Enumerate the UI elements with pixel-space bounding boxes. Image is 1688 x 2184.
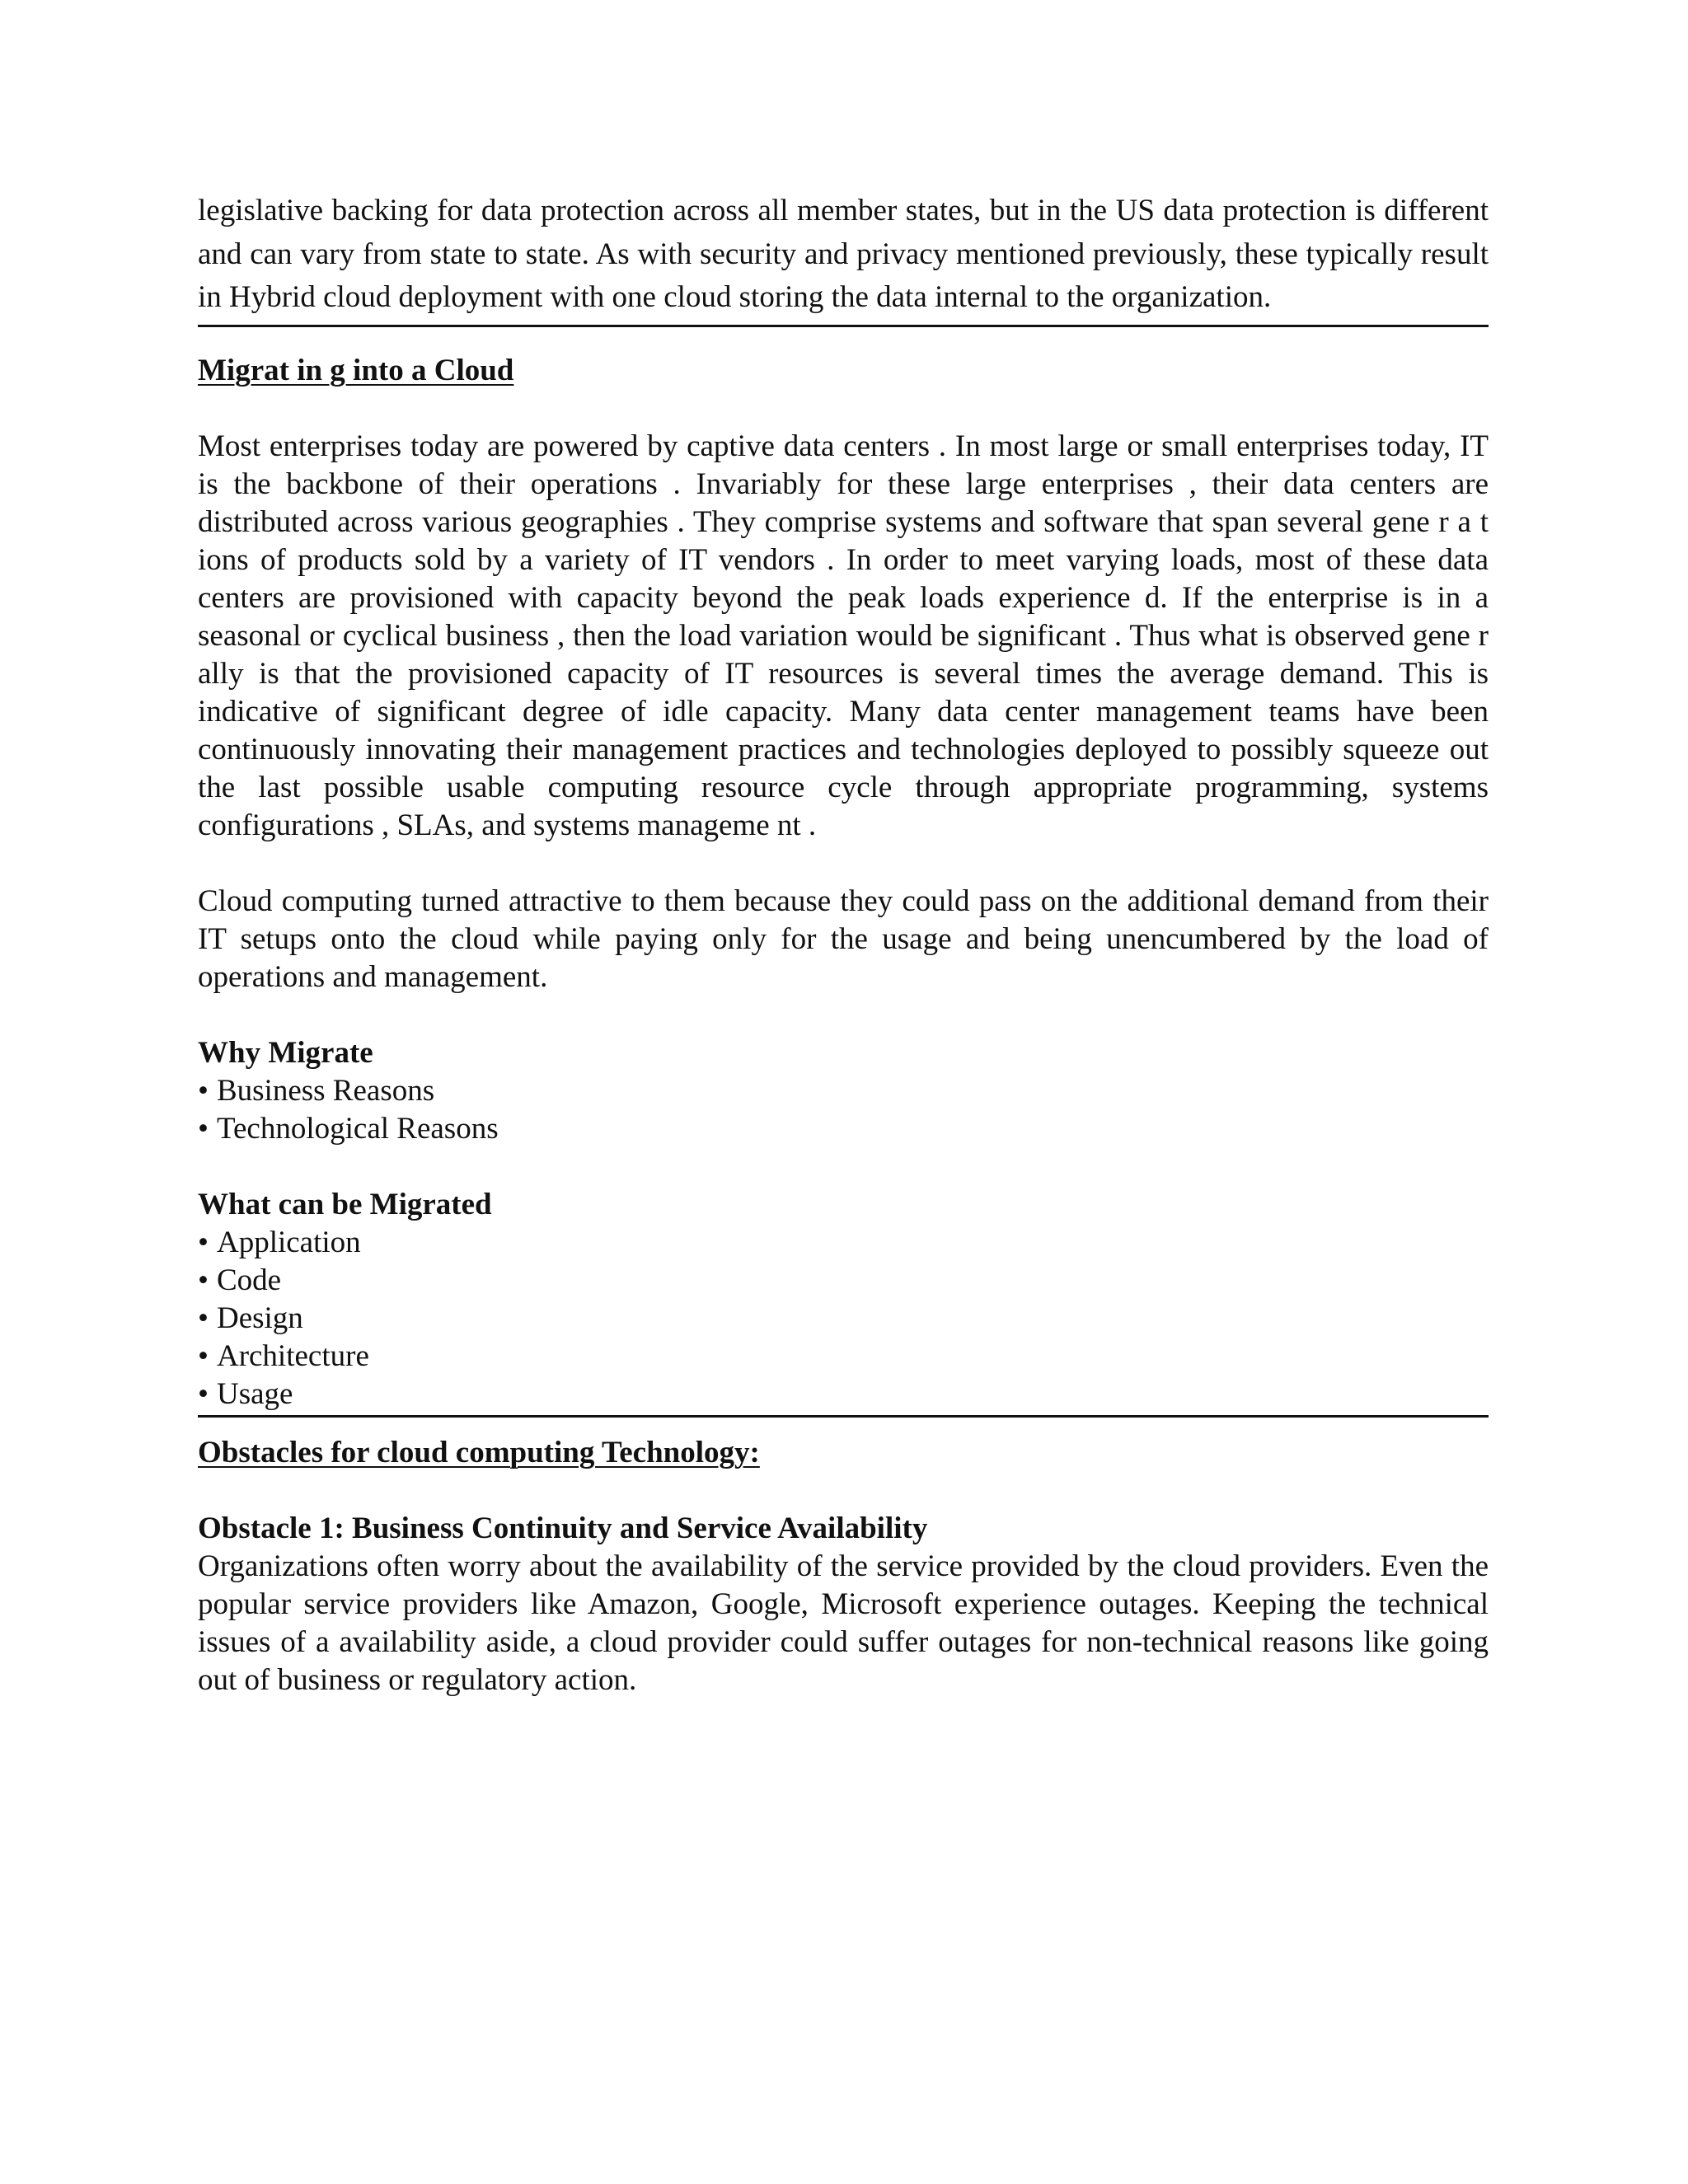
bullet-icon: • [198, 1376, 209, 1411]
list-item: • Application [198, 1225, 361, 1259]
section-title-migrating: Migrat in g into a Cloud [198, 353, 514, 387]
why-migrate-list [198, 1072, 1489, 1148]
migrating-paragraph-1: Most enterprises today are powered by captive data centers . In most large or small enterprises today, IT is the backbone of their operations . Invariably for these large enterprises , their data centers are distributed across various geographies . They comprise systems and software that span several gene r a t ions of products sold by a variety of IT vendors . In order to meet varying loads, most of these data centers are provisioned with capacity beyond the peak loads experience d. If the enterprise is in a seasonal or cyclical business , then the load variation would be significant . Thus what is observed gene r ally is that the provisioned capacity of IT resources is several times the average demand. This is indicative of significant degree of idle capacity. Many data center management teams have been continuously innovating their management practices and technologies deployed to possibly squeeze out the last possible usable computing resource cycle through appropriate programming, systems configurations , SLAs, and systems manageme nt . [198, 429, 1489, 842]
document-page [198, 190, 1489, 1699]
bullet-icon: • [198, 1073, 209, 1108]
list-item: • Business Reasons [198, 1073, 435, 1108]
what-migrated-list [198, 1224, 1489, 1413]
section-title-obstacles: Obstacles for cloud computing Technology: [198, 1435, 760, 1469]
section-divider [198, 1415, 1489, 1418]
intro-paragraph: legislative backing for data protection across all member states, but in the US data protection is different and can vary from state to state. As with security and privacy mentioned previously, these typically result in Hybrid cloud deployment with one cloud storing the data internal to the organization. [198, 194, 1489, 314]
bullet-icon: • [198, 1338, 209, 1373]
list-item: • Design [198, 1301, 303, 1335]
what-migrated-heading: What can be Migrated [198, 1187, 492, 1221]
list-item: • Technological Reasons [198, 1111, 499, 1146]
section-divider [198, 325, 1489, 327]
bullet-icon: • [198, 1111, 209, 1146]
migrating-paragraph-2: Cloud computing turned attractive to them because they could pass on the additional demand from their IT setups onto the cloud while paying only for the usage and being unencumbered by the load of operations and management. [198, 883, 1489, 994]
obstacle-1-heading: Obstacle 1: Business Continuity and Service Availability [198, 1511, 928, 1545]
list-item: • Code [198, 1263, 282, 1297]
bullet-icon: • [198, 1263, 209, 1297]
bullet-icon: • [198, 1225, 209, 1259]
obstacle-1-paragraph: Organizations often worry about the availability of the service provided by the cloud providers. Even the popular service providers like Amazon, Google, Microsoft experience outages. Keeping the technical issues of a availability aside, a cloud provider could suffer outages for non-technical reasons like going out of business or regulatory action. [198, 1549, 1489, 1697]
list-item: • Usage [198, 1376, 293, 1411]
list-item: • Architecture [198, 1338, 369, 1373]
bullet-icon: • [198, 1301, 209, 1335]
why-migrate-heading: Why Migrate [198, 1035, 373, 1070]
